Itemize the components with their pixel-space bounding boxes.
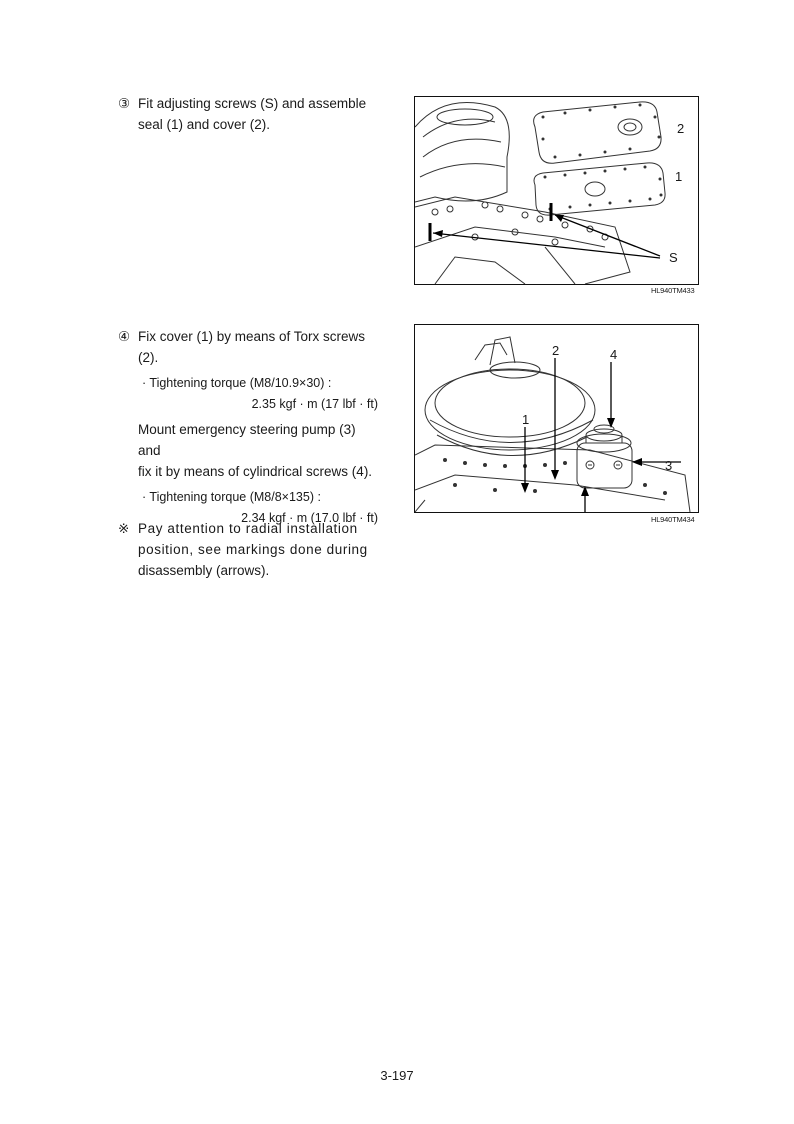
torque-1-value: 2.35 kgf · m (17 lbf · ft): [251, 397, 378, 411]
note-line3: disassembly (arrows).: [138, 563, 270, 578]
note-line2: position, see markings done during: [138, 542, 368, 557]
step-3-marker: ③: [118, 96, 131, 111]
torque-2-label: · Tightening torque (M8/8×135) :: [142, 490, 321, 504]
leader-lines: [433, 215, 660, 258]
note-line1: Pay attention to radial installation: [138, 521, 358, 536]
figure2-label-2: 2: [552, 343, 560, 358]
figure1-label-1: 1: [675, 169, 683, 184]
figure2-label-3: 3: [665, 458, 673, 473]
figure1-code-caption: HL940TM433: [651, 286, 695, 295]
step-4-marker: ④: [118, 329, 131, 344]
note: [118, 518, 378, 581]
housing-base: [415, 445, 690, 512]
step-3-text-line2: seal (1) and cover (2).: [138, 117, 271, 132]
step-4: [118, 326, 378, 529]
figure-pump-mount: [414, 324, 699, 513]
torque-1-label: · Tightening torque (M8/10.9×30) :: [142, 376, 332, 390]
flange-holes: [432, 202, 608, 245]
step-4-text2-line1: Mount emergency steering pump (3) and: [138, 422, 356, 458]
figure2-label-4: 4: [610, 347, 618, 362]
page-number: 3-197: [380, 1068, 414, 1083]
figure1-label-2: 2: [677, 121, 685, 136]
step-3-text-line1: Fit adjusting screws (S) and assemble: [138, 96, 367, 111]
step-4-text-line2: (2).: [138, 350, 159, 365]
step-4-text-line1: Fix cover (1) by means of Torx screws: [138, 329, 366, 344]
figure2-label-1: 1: [522, 412, 530, 427]
callout-arrows: [525, 358, 681, 512]
figure2-code-caption: HL940TM434: [651, 515, 695, 524]
step-4-text2-line2: fix it by means of cylindrical screws (4).: [138, 464, 373, 479]
figure-seal-cover: [414, 96, 699, 285]
torque-2-value: 2.34 kgf · m (17.0 lbf · ft): [241, 511, 378, 525]
figure1-label-s: S: [669, 250, 678, 265]
cover-part: [534, 102, 661, 163]
step-3: [118, 93, 378, 135]
seal-part: [534, 163, 665, 215]
note-marker: ※: [118, 521, 130, 536]
figure-seal-cover-drawing: [415, 97, 698, 284]
